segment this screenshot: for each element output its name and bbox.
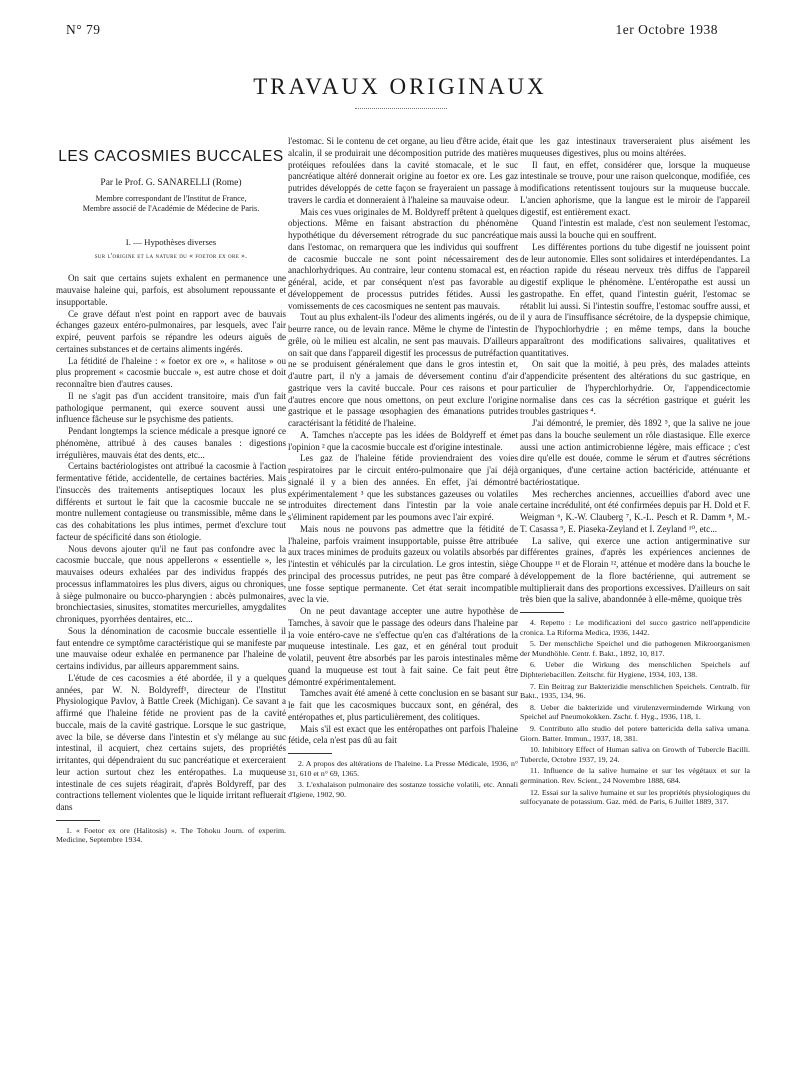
paragraph: La fétidité de l'haleine : « foetor ex ore », « halitose » ou plus proprement « cacosmie buccale », est autre chose et doit reconnaître bien d'autres causes.: [56, 355, 286, 389]
subsection-heading: I. — Hypothèses diverses: [125, 236, 217, 247]
footnote-rule: [56, 820, 100, 821]
footnotes: [288, 759, 518, 799]
paragraph: On sait que la moitié, à peu près, des malades atteints d'appendicite présentent des altérations du suc gastrique, en particulier de l'hyperchlorhydrie. Or, l'appendicectomie normalise dans ces cas la sécrétion gastrique et guérit les troubles gastriques ⁴.: [520, 359, 750, 417]
footnotes: [520, 618, 750, 807]
paragraph: A. Tamches n'accepte pas les idées de Boldyreff et émet l'opinion ² que la cacosmie buccale est d'origine intestinale.: [288, 429, 518, 452]
paragraph: Nous devons ajouter qu'il ne faut pas confondre avec la cacosmie buccale, que nous appellerons « essentielle », les mauvaises odeurs exhalées par des individus frappés des processus inflammatoires les plus divers, aigus ou chroniques, à siège pulmonaire ou bucco-pharyngien : abcès pulmonaires, bronchiectasies, sinusites, stomatites mercurielles, amygdalites chroniques, pyorrhées dentaires, etc...: [56, 543, 286, 624]
issue-number: N° 79: [66, 22, 101, 37]
column-3-body: [520, 136, 750, 606]
footnotes: [56, 826, 286, 845]
paragraph: Pendant longtemps la science médicale a presque ignoré ce phénomène, attribué à des causes banales : digestions irrégulières, mauvais état des dents, etc...: [56, 426, 286, 460]
footnote: 10. Inhibitory Effect of Human saliva on Growth of Tubercle Bacilli. Tubercle, Octobre 1937, 19, 24.: [520, 745, 750, 764]
paragraph: Les différentes portions du tube digestif ne jouissent point de leur autonomie. Elles sont solidaires et interdépendantes. La réaction rapide du réseau nerveux très diffus de l'appareil digestif explique le phénomène. L'entéropathe est aussi un gastropathe. En effet, quand l'intestin guérit, l'estomac se rétablit lui aussi. Si l'intestin souffre, l'estomac souffre aussi, et il y aura de l'insuffisance sécrétoire, de la dyspepsie chimique, de l'hypochlorhydrie ; en même temps, dans la bouche apparaîtront des modifications salivaires, qualitatives et quantitatives.: [520, 241, 750, 358]
footnote: 1. « Foetor ex ore (Halitosis) ». The Tohoku Journ. of experim. Medicine, Septembre 1934.: [56, 825, 286, 845]
paragraph: Les gaz de l'haleine fétide proviendraient des voies respiratoires par le circuit entéro-pulmonaire que j'ai déjà signalé il y a bien des années. En effet, j'ai démontré expérimentalement ³ que les substances gazeuses ou volatiles introduites directement dans l'intestin par la voie anale s'éliminent rapidement par les poumons avec l'air expiré.: [288, 453, 518, 522]
paragraph: Certains bactériologistes ont attribué la cacosmie à l'action fermentative fétide, accidentelle, de certaines bactéries. Mais l'insuccès des traitements antiseptiques locaux les plus différents et surtout le fait que la cacosmie buccale ne se montre nullement contagieuse ou transmissible, même dans le cas des cohabitations les plus intimes, permet d'exclure tout facteur de spécificité dans son étiologie.: [56, 461, 286, 542]
footnote: 8. Ueber die bakterizide und virulenzvermindernde Wirkung von Speichel auf Pneumokokken. Zschr. f. Hyg., 1936, 118, 1.: [520, 702, 750, 722]
footnote: 4. Repetto : Le modificazioni del succo gastrico nell'appendicite cronica. La Riforma Medica, 1936, 1442.: [520, 618, 750, 637]
paragraph: L'étude de ces cacosmies a été abordée, il y a quelques années, par W. N. Boldyreff¹, directeur de l'Institut Physiologique Pavlov, à Battle Creek (Michigan). Ce savant a affirmé que l'haleine fétide ne provient pas de la cavité buccale, mais de la cavité gastrique. Lorsque le suc gastrique, avec la bile, se déverse dans l'intestin et s'y mélange au suc intestinal, il acquiert, chez certains sujets, des propriétés irritantes, qui dépendraient du suc pancréatique et exerceraient leur action surtout chez les entéropathes. La muqueuse intestinale de ces sujets réagirait, d'après Boldyreff, par des contractions tellement violentes que le liquide irritant refluerait dans: [56, 672, 286, 812]
footnote: 2. A propos des altérations de l'haleine. La Presse Médicale, 1936, n° 31, 610 et n° 69, 1365.: [288, 759, 518, 778]
paragraph: Mais s'il est exact que les entéropathes ont parfois l'haleine fétide, cela n'est pas dû au fait: [288, 723, 518, 746]
footnote: 12. Essai sur la salive humaine et sur les propriétés physiologiques du sulfocyanate de potassium. Gaz. méd. de Paris, 6 Juillet 1889, 317.: [520, 787, 750, 807]
paragraph: Quand l'intestin est malade, c'est non seulement l'estomac, mais aussi la bouche qui en souffrent.: [520, 218, 750, 240]
affiliation-line: Membre correspondant de l'Institut de France,: [95, 193, 247, 203]
footnote: 5. Der menschliche Speichel und die pathogenen Mikroorganismen der Mundhöhle. Centr. f. Bakt., 1892, 10, 817.: [520, 639, 750, 658]
issue-date: 1er Octobre 1938: [615, 22, 718, 37]
footnote: 3. L'exhalaison pulmonaire des sostanze tossiche volatili, etc. Annali d'Igiene, 1902, 90.: [288, 780, 518, 799]
footnote-rule: [288, 753, 332, 754]
paragraph: Mais ces vues originales de M. Boldyreff prêtent à quelques objections. Même en faisant abstraction du phénomène hypothétique du déversement rétrograde du suc pancréatique dans l'estomac, on remarquera que les individus qui souffrent de cacosmie buccale ne sont point nécessairement des anachlorhydriques. Au contraire, leur contenu stomacal est, en général, acide, et par conséquent n'est pas favorable au développement de processus putrides fétides. Aussi les vomissements de ces cacosmiques ne sentent pas mauvais.: [288, 206, 518, 311]
paragraph: l'estomac. Si le contenu de cet organe, au lieu d'être acide, était alcalin, il se produirait une décomposition putride des matières protéiques refoulées dans la cavité stomacale, et le suc pancréatique altéré donnerait origine au foetor ex ore. Les gaz putrides développés de cette façon se frayeraient un passage à travers le cardia et donneraient à l'haleine sa mauvaise odeur.: [288, 136, 518, 205]
paragraph: Tamches avait été amené à cette conclusion en se basant sur le fait que les cacosmiques buccaux sont, en général, des entéropathes et, plus particulièrement, des colitiques.: [288, 688, 518, 722]
footnote-rule: [520, 612, 564, 613]
column-2-body: [288, 136, 518, 747]
footnote: 7. Ein Beitrag zur Bakterizidie menschlichen Speichels. Centralb. für Bakt., 1935, 134, 96.: [520, 681, 750, 701]
section-title: TRAVAUX ORIGINAUX: [253, 74, 547, 99]
subsection-subheading: sur l'origine et la nature du « foetor ex ore ».: [94, 250, 248, 260]
column-2: [288, 136, 518, 801]
paragraph: Il faut, en effet, considérer que, lorsque la muqueuse intestinale se trouve, pour une raison quelconque, modifiée, ces modifications retentissent toujours sur la muqueuse buccale. L'ancien aphorisme, que la langue est le miroir de l'appareil digestif, est entièrement exact.: [520, 159, 750, 217]
affiliation-line: Membre associé de l'Académie de Médecine de Paris.: [82, 204, 260, 214]
page-header: [0, 0, 800, 70]
column-3: [520, 136, 750, 809]
paragraph: On ne peut davantage accepter une autre hypothèse de Tamches, à savoir que le passage des odeurs dans l'haleine par la voie entéro-cave ne s'effectue qu'en cas d'altérations de la muqueuse intestinale. Les gaz, et en général tout produit volatil, peuvent être absorbés par les parois intestinales même quand la muqueuse est tout à fait saine. Ce fait peut être démontré expérimentalement.: [288, 606, 518, 687]
author-affiliation: [56, 194, 286, 215]
column-1-body: [56, 273, 286, 814]
footnote: 11. Influence de la salive humaine et sur les végétaux et sur la germination. Rev. Scient., 24 Novembre 1888, 684.: [520, 766, 750, 785]
paragraph: La salive, qui exerce une action antigerminative sur différentes graines, d'après les expériences anciennes de Chouppe ¹¹ et de Florain ¹², atténue et modère dans la bouche le développement de la flore bactérienne, qui autrement se multiplierait dans des proportions excessives. D'ailleurs on sait très bien que la salive, abandonnée à elle-même, quoique très: [520, 535, 750, 605]
paragraph: que les gaz intestinaux traverseraient plus aisément les muqueuses digestives, plus ou moins altérées.: [520, 136, 750, 158]
paragraph: Mais nous ne pouvons pas admettre que la fétidité de l'haleine, parfois vraiment insupportable, puisse être attribuée aux traces minimes de produits gazeux ou volatils absorbés par l'intestin et véhiculés par la circulation. Le gros intestin, siège principal des processus putrides, ne peut pas être comparé à une fosse septique permanente. Cet état serait incompatible avec la vie.: [288, 523, 518, 605]
paragraph: J'ai démontré, le premier, dès 1892 ⁵, que la salive ne joue pas dans la bouche seulement un rôle diastasique. Elle exerce aussi une action antimicrobienne légère, mais efficace ; c'est dire qu'elle est douée, comme le sérum et d'autres sécrétions organiques, d'une certaine action bactéricide, atténuante et bactériostatique.: [520, 418, 750, 487]
author-line: Par le Prof. G. SANARELLI (Rome): [100, 178, 242, 188]
title-divider: [355, 108, 447, 109]
paragraph: On sait que certains sujets exhalent en permanence une mauvaise haleine qui, parfois, est absolument repoussante et insupportable.: [56, 273, 286, 307]
paragraph: Mes recherches anciennes, accueillies d'abord avec une certaine incrédulité, ont été confirmées depuis par H. Dold et F. Weigman ⁶, K.-W. Clauberg ⁷, K.-L. Pesch et R. Damm ⁸, M.-T. Casassa ⁹, E. Piaseka-Zeyland et I. Zeyland ¹⁰, etc...: [520, 488, 750, 534]
column-1: [56, 136, 286, 847]
paragraph: Sous la dénomination de cacosmie buccale essentielle il faut entendre ce symptôme caractéristique qui se manifeste par une mauvaise odeur exhalée en permanence par l'haleine de certains individus, par ailleurs apparemment sains.: [56, 625, 286, 671]
paragraph: Il ne s'agit pas d'un accident transitoire, mais d'un fait pathologique permanent, qui exerce souvent aussi une influence fâcheuse sur le psychisme des patients.: [56, 390, 286, 425]
paragraph: Ce grave défaut n'est point en rapport avec de bauvais échanges gazeux entéro-pulmonaires, par lesquels, avec l'air expiré, peuvent parfois se répandre les odeurs aiguës de certaines substances et de certains aliments ingérés.: [56, 308, 286, 354]
article-title: LES CACOSMIES BUCCALES: [58, 148, 284, 165]
footnote: 6. Ueber die Wirkung des menschlichen Speichels auf Diphteriebacillen. Zeitschr. für Hygiene, 1934, 103, 138.: [520, 660, 750, 679]
paragraph: Tout au plus exhalent-ils l'odeur des aliments ingérés, ou de beurre rance, ou de levain rance. Même le chyme de l'intestin grêle, où le milieu est alcalin, ne sent pas mauvais. D'ailleurs on sait que dans l'appareil digestif les processus de putréfaction ne se produisent généralement que dans le gros intestin et, d'autre part, il n'y a jamais de déversement continu d'air gastrique vers la cavité buccale. Pour ces raisons et pour d'autres encore que nous omettons, on peut exclure l'origine gastrique et le passage œsophagien des émanations putrides caractérisant la fétidité de l'haleine.: [288, 312, 518, 428]
footnote: 9. Contributo allo studio del potere battericida della saliva umana. Giorn. Batter. Immun., 1937, 18, 381.: [520, 723, 750, 743]
